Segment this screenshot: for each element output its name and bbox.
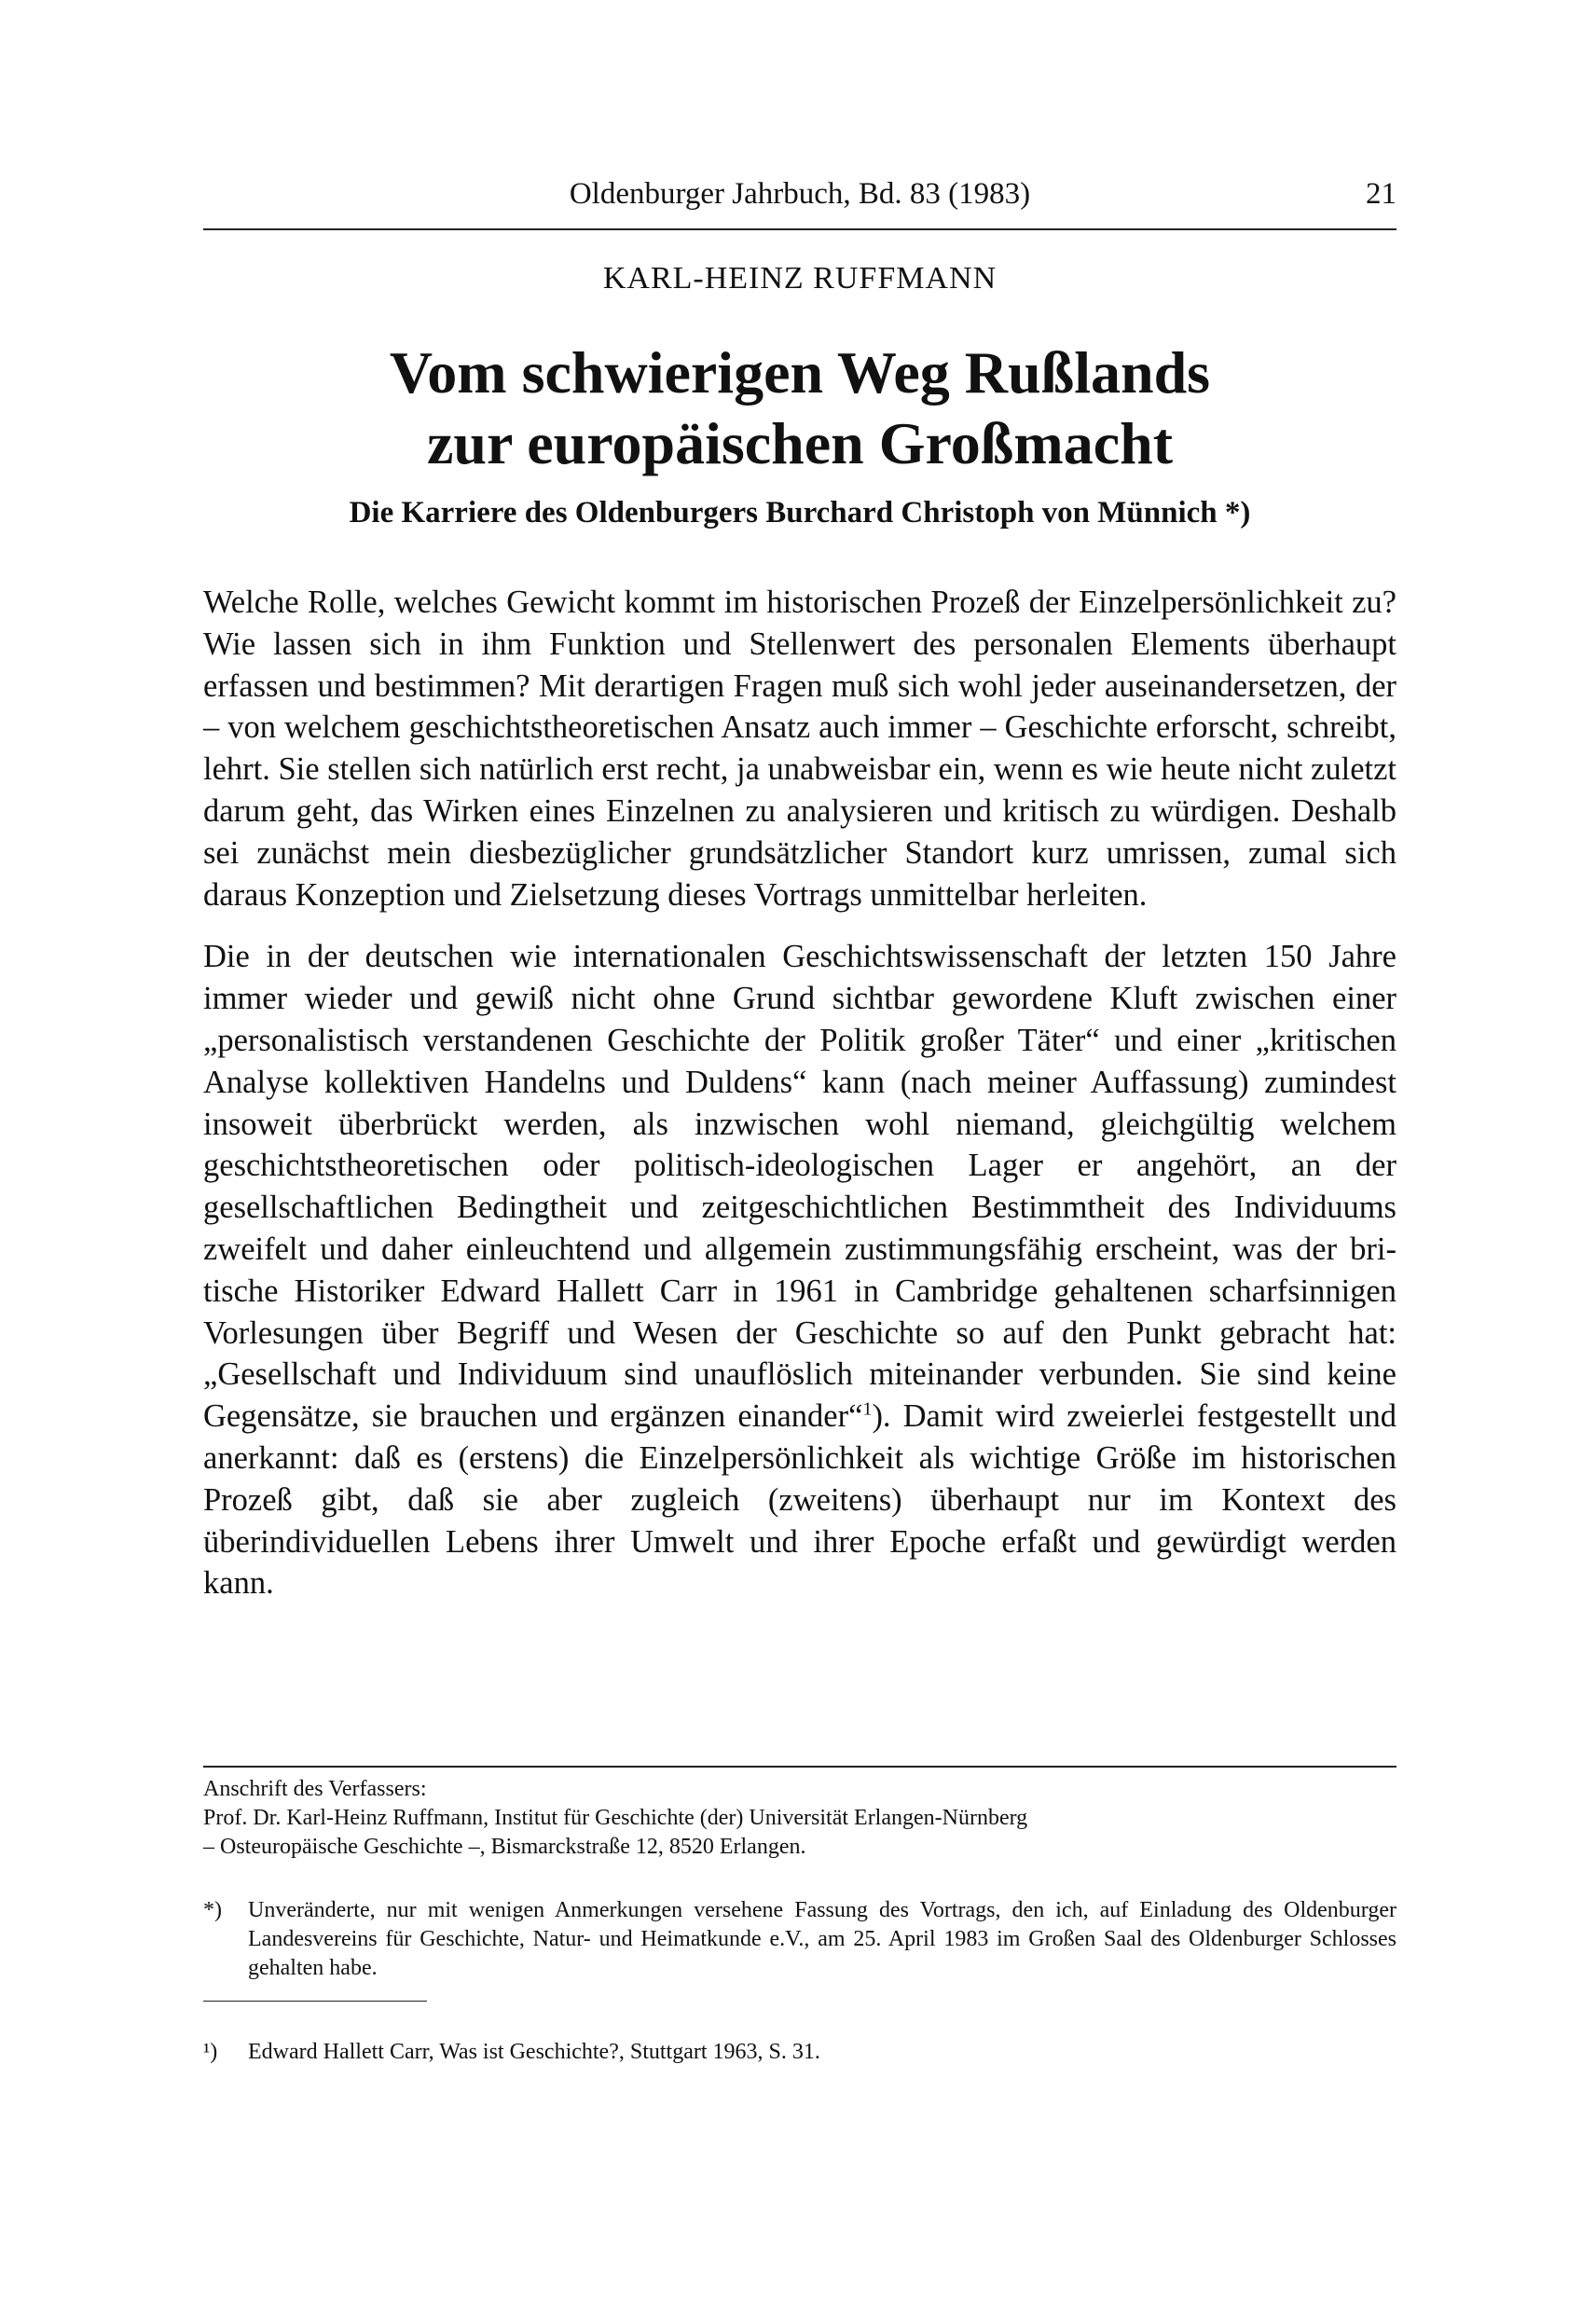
address-line-2: – Osteuropäische Geschichte –, Bismarckstraße 12, 8520 Erlangen. (203, 1835, 806, 1859)
footnote-star-mark: *) (203, 1898, 222, 1922)
footnote-star (203, 1896, 1396, 1983)
body-paragraph-2 (203, 936, 1396, 1604)
address-heading: Anschrift des Verfassers: (203, 1777, 427, 1801)
article-title (203, 337, 1396, 479)
title-line-2: zur europäischen Großmacht (426, 410, 1174, 476)
footnote-1-text: Edward Hallett Carr, Was ist Geschichte?, Stuttgart 1963, S. 31. (248, 2040, 820, 2064)
running-head (203, 170, 1396, 218)
paragraph-2-text-rest: ). Damit wird zweierlei festgestellt und anerkannt: daß es (erstens) die Einzelpersönlichkeit als wichtige Größe im historischen Prozeß gibt, daß sie aber zugleich (zweitens) überhaupt nur im Kontext des überindividuellen Lebens ihrer Umwelt und ihrer Epoche erfaßt und gewürdigt werden kann. (203, 1398, 1397, 1602)
journal-title: Oldenburger Jahrbuch, Bd. 83 (1983) (569, 177, 1031, 211)
address-rule (203, 1766, 1396, 1768)
page-number: 21 (1366, 177, 1396, 211)
footnote-reference-1: 1 (862, 1398, 873, 1420)
author-name: KARL-HEINZ RUFFMANN (602, 261, 998, 296)
footnote-rule (203, 2001, 427, 2002)
header-rule (203, 228, 1396, 230)
address-line-1: Prof. Dr. Karl-Heinz Ruffmann, Institut für Geschichte (der) Universität Erlangen-Nürnberg (203, 1806, 1028, 1830)
author-address (203, 1775, 1396, 1862)
article-body (203, 582, 1396, 1625)
footnote-1 (203, 2038, 1396, 2067)
article-subtitle: Die Karriere des Oldenburgers Burchard Christoph von Münnich *) (349, 496, 1251, 530)
title-line-1: Vom schwierigen Weg Rußlands (389, 339, 1211, 406)
paragraph-2-text: Die in der deutschen wie internationalen Geschichtswissenschaft der letzten 150 Jahre immer wieder und gewiß nicht ohne Grund sichtbar gewordene Kluft zwischen einer „personalistisch verstandenen Geschichte der Politik großer Täter“ und einer „kritischen Analyse kollektiven Handelns und Duldens“ kann (nach meiner Auffassung) zumindest insoweit überbrückt werden, als inzwischen wohl niemand, gleichgültig welchem geschichtstheoretischen oder politisch-ideologischen Lager er angehört, an der gesellschaftlichen Bedingtheit und zeitgeschichtlichen Bestimmtheit des Individuums zweifelt und daher einleuchtend und allgemein zustimmungsfähig erscheint, was der britische Historiker Edward Hallett Carr in 1961 in Cambridge gehaltenen scharfsinnigen Vorlesungen über Begriff und Wesen der Geschichte so auf den Punkt gebracht hat: „Gesellschaft und Individuum sind unauflöslich miteinander verbunden. Sie sind keine Gegensätze, sie brauchen und ergänzen einander“ (203, 939, 1396, 1435)
body-paragraph-1: Welche Rolle, welches Gewicht kommt im historischen Prozeß der Einzelpersönlichkeit zu? Wie lassen sich in ihm Funktion und Stellenwert des personalen Elements überhaupt erfassen und bestimmen? Mit derartigen Fragen muß sich wohl jeder auseinandersetzen, der – von welchem geschichtstheoretischen Ansatz auch immer – Geschichte erforscht, schreibt, lehrt. Sie stellen sich natürlich erst recht, ja unabweisbar ein, wenn es wie heute nicht zuletzt darum geht, das Wirken eines Einzelnen zu analysieren und kritisch zu würdigen. Deshalb sei zunächst mein diesbezüglicher grundsätzlicher Standort kurz umrissen, zumal sich daraus Konzeption und Zielsetzung dieses Vortrags unmittelbar herleiten. (203, 585, 1396, 913)
footnote-star-text: Unveränderte, nur mit wenigen Anmerkungen versehene Fassung des Vortrags, den ich, auf Einladung des Oldenburger Landesvereins für Geschichte, Natur- und Heimatkunde e.V., am 25. April 1983 im Großen Saal des Oldenburger Schlosses gehalten habe. (248, 1898, 1396, 1980)
footnote-1-mark: ¹) (203, 2040, 218, 2064)
